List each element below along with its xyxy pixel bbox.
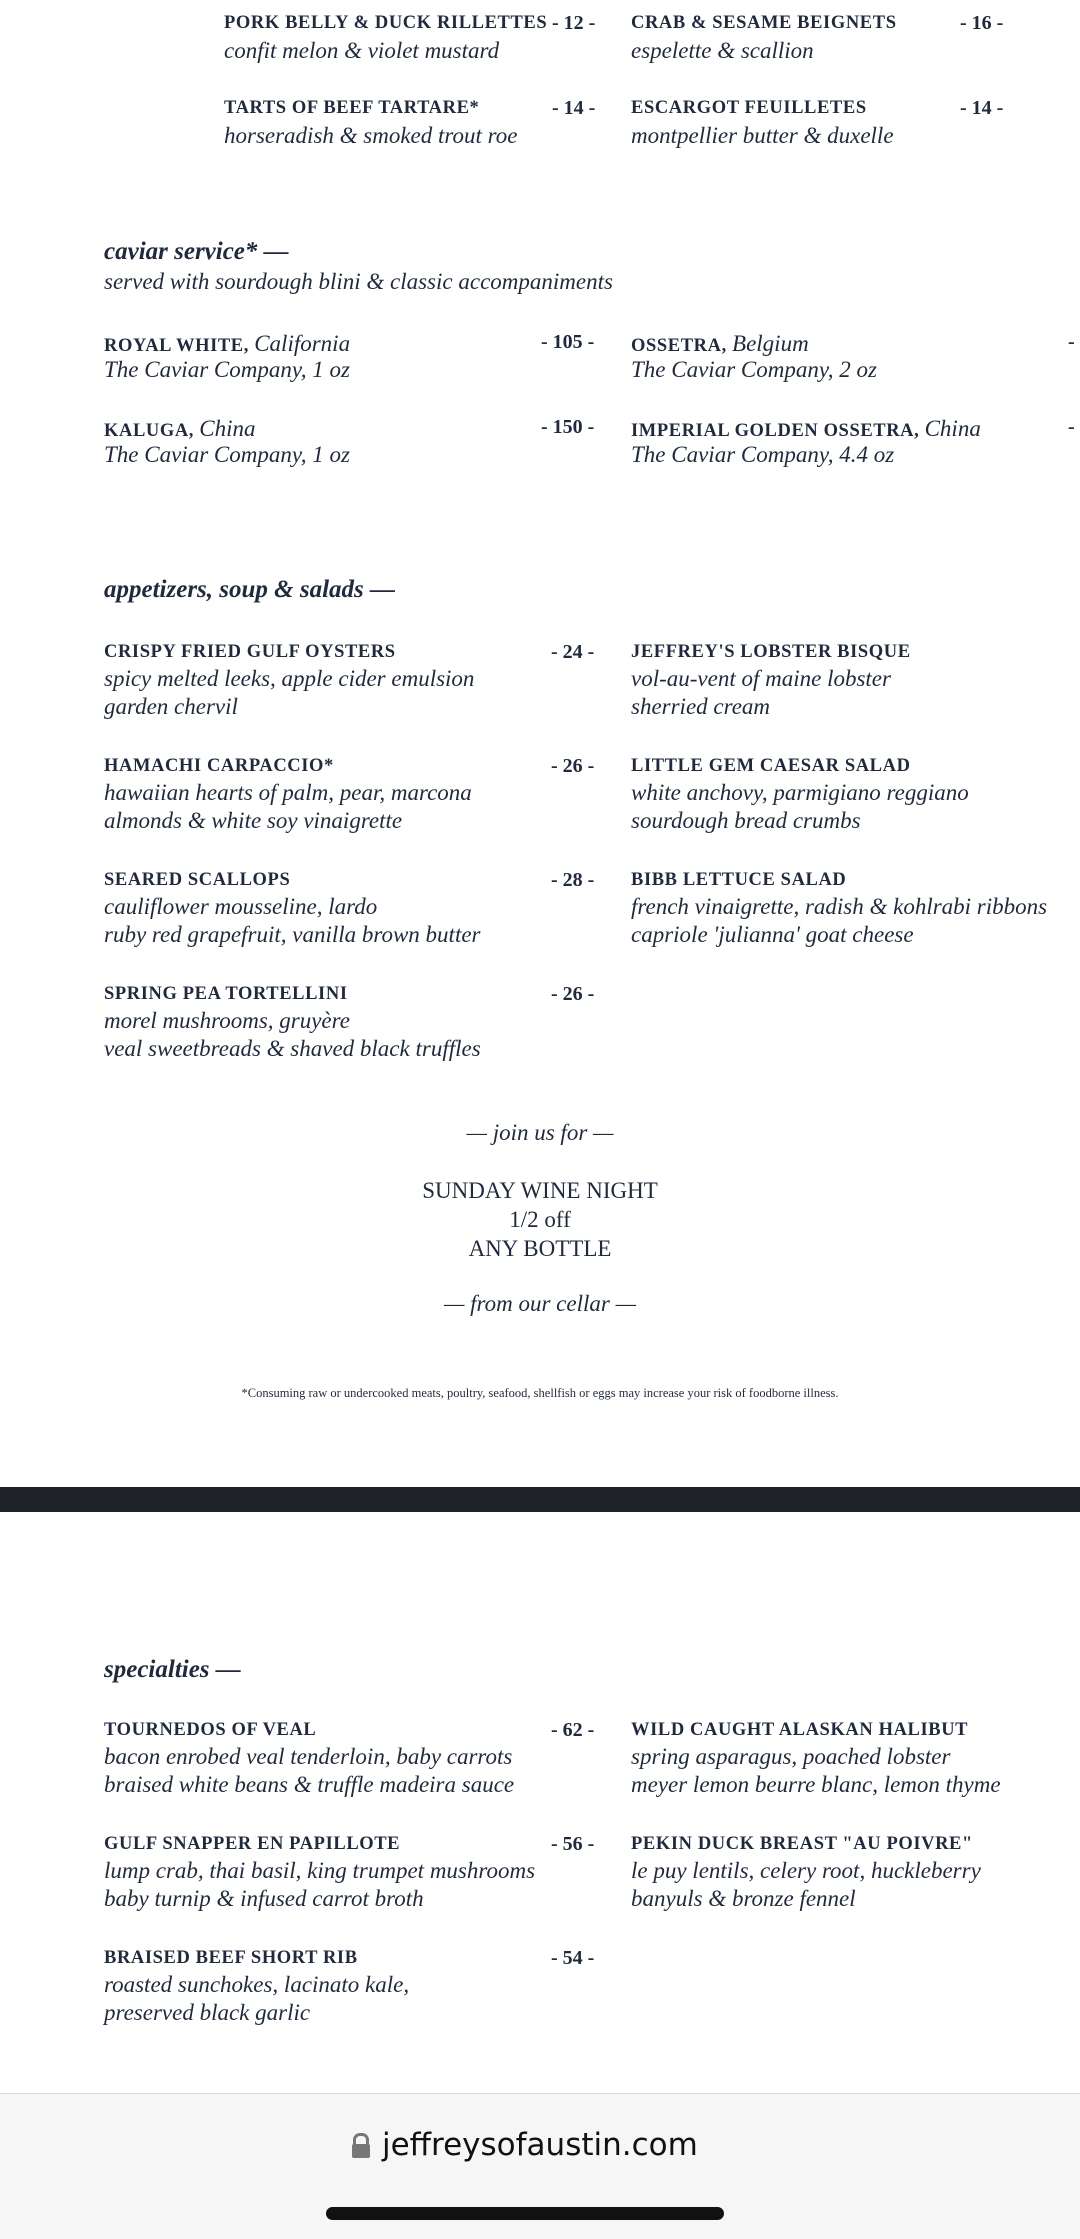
item-description: lump crab, thai basil, king trumpet mushrooms bbox=[104, 1858, 536, 1883]
item-price: - 24 - bbox=[551, 641, 595, 663]
item-description: garden chervil bbox=[104, 694, 238, 719]
item-price: - 54 - bbox=[551, 1947, 595, 1969]
item-name: CRISPY FRIED GULF OYSTERS bbox=[104, 642, 396, 662]
item-price: - 14 - bbox=[960, 97, 1004, 119]
item-price: - bbox=[1068, 416, 1075, 438]
item-name: TARTS OF BEEF TARTARE* bbox=[224, 98, 480, 118]
item-description: capriole 'julianna' goat cheese bbox=[631, 922, 914, 947]
item-description: espelette & scallion bbox=[631, 38, 814, 63]
item-region: China bbox=[924, 416, 981, 441]
item-description: banyuls & bronze fennel bbox=[631, 1886, 856, 1911]
section-subheading: served with sourdough blini & classic accompaniments bbox=[104, 269, 613, 294]
item-name: CRAB & SESAME BEIGNETS bbox=[631, 13, 897, 33]
item-region: China bbox=[199, 416, 256, 441]
item-description: The Caviar Company, 2 oz bbox=[631, 357, 877, 382]
item-price: - 150 - bbox=[541, 416, 595, 438]
item-price: - 26 - bbox=[551, 755, 595, 777]
item-description: morel mushrooms, gruyère bbox=[104, 1008, 350, 1033]
item-price: - 16 - bbox=[960, 12, 1004, 34]
item-price: - 28 - bbox=[551, 869, 595, 891]
item-name: SEARED SCALLOPS bbox=[104, 870, 291, 890]
item-price: - 105 - bbox=[541, 331, 595, 353]
item-description: almonds & white soy vinaigrette bbox=[104, 808, 403, 833]
promo-discount: 1/2 off bbox=[509, 1207, 571, 1232]
item-description: french vinaigrette, radish & kohlrabi ribbons bbox=[631, 894, 1048, 919]
item-name: ESCARGOT FEUILLETES bbox=[631, 98, 867, 118]
section-heading-specialties: specialties — bbox=[104, 1656, 241, 1683]
item-description: ruby red grapefruit, vanilla brown butter bbox=[104, 922, 481, 947]
url-text[interactable]: jeffreysofaustin.com bbox=[382, 2127, 698, 2163]
item-description: The Caviar Company, 1 oz bbox=[104, 357, 350, 382]
section-heading-caviar: caviar service* — bbox=[104, 238, 289, 265]
item-description: sourdough bread crumbs bbox=[631, 808, 861, 833]
item-name: WILD CAUGHT ALASKAN HALIBUT bbox=[631, 1720, 969, 1740]
item-description: preserved black garlic bbox=[104, 2000, 311, 2025]
page-divider bbox=[0, 1487, 1080, 1512]
promo-subject: ANY BOTTLE bbox=[468, 1236, 612, 1261]
item-description: le puy lentils, celery root, huckleberry bbox=[631, 1858, 981, 1883]
item-description: roasted sunchokes, lacinato kale, bbox=[104, 1972, 410, 1997]
item-description: baby turnip & infused carrot broth bbox=[104, 1886, 424, 1911]
item-description: braised white beans & truffle madeira sauce bbox=[104, 1772, 515, 1797]
item-description: spicy melted leeks, apple cider emulsion bbox=[104, 666, 475, 691]
promo-join-text: — join us for — bbox=[466, 1120, 614, 1145]
item-description: vol-au-vent of maine lobster bbox=[631, 666, 891, 691]
item-name: TOURNEDOS OF VEAL bbox=[104, 1720, 317, 1740]
item-description: white anchovy, parmigiano reggiano bbox=[631, 780, 969, 805]
item-price: - 26 - bbox=[551, 983, 595, 1005]
item-description: meyer lemon beurre blanc, lemon thyme bbox=[631, 1772, 1001, 1797]
item-name: SPRING PEA TORTELLINI bbox=[104, 984, 348, 1004]
item-region: California bbox=[254, 331, 351, 356]
item-name: PEKIN DUCK BREAST "AU POIVRE" bbox=[631, 1834, 973, 1854]
item-name: BIBB LETTUCE SALAD bbox=[631, 870, 847, 890]
item-price: - 14 - bbox=[552, 97, 596, 119]
home-indicator[interactable] bbox=[326, 2207, 724, 2220]
item-description: sherried cream bbox=[631, 694, 771, 719]
item-price: - 56 - bbox=[551, 1833, 595, 1855]
item-name: KALUGA, bbox=[104, 421, 195, 441]
item-description: spring asparagus, poached lobster bbox=[631, 1744, 951, 1769]
item-description: cauliflower mousseline, lardo bbox=[104, 894, 378, 919]
item-name: OSSETRA, bbox=[631, 336, 727, 356]
item-name: BRAISED BEEF SHORT RIB bbox=[104, 1948, 358, 1968]
item-price: - 12 - bbox=[552, 12, 596, 34]
item-price: - 62 - bbox=[551, 1719, 595, 1741]
item-price: - bbox=[1068, 331, 1075, 353]
lock-icon bbox=[352, 2133, 370, 2161]
item-name: ROYAL WHITE, bbox=[104, 336, 249, 356]
item-description: The Caviar Company, 4.4 oz bbox=[631, 442, 895, 467]
item-name: LITTLE GEM CAESAR SALAD bbox=[631, 756, 911, 776]
item-region: Belgium bbox=[732, 331, 809, 356]
item-name: HAMACHI CARPACCIO* bbox=[104, 756, 334, 776]
footnote: *Consuming raw or undercooked meats, poultry, seafood, shellfish or eggs may increase your risk of foodborne illness. bbox=[241, 1386, 839, 1400]
item-description: The Caviar Company, 1 oz bbox=[104, 442, 350, 467]
item-name: IMPERIAL GOLDEN OSSETRA, bbox=[631, 421, 920, 441]
item-description: bacon enrobed veal tenderloin, baby carrots bbox=[104, 1744, 513, 1769]
item-description: confit melon & violet mustard bbox=[224, 38, 500, 63]
item-name: JEFFREY'S LOBSTER BISQUE bbox=[631, 642, 911, 662]
promo-cellar-text: — from our cellar — bbox=[443, 1291, 637, 1316]
item-name: GULF SNAPPER EN PAPILLOTE bbox=[104, 1834, 401, 1854]
section-heading-appetizers: appetizers, soup & salads — bbox=[104, 576, 396, 603]
item-description: hawaiian hearts of palm, pear, marcona bbox=[104, 780, 472, 805]
item-description: veal sweetbreads & shaved black truffles bbox=[104, 1036, 481, 1061]
promo-title: SUNDAY WINE NIGHT bbox=[422, 1178, 658, 1203]
item-description: montpellier butter & duxelle bbox=[631, 123, 894, 148]
item-name: PORK BELLY & DUCK RILLETTES bbox=[224, 13, 548, 33]
item-description: horseradish & smoked trout roe bbox=[224, 123, 518, 148]
